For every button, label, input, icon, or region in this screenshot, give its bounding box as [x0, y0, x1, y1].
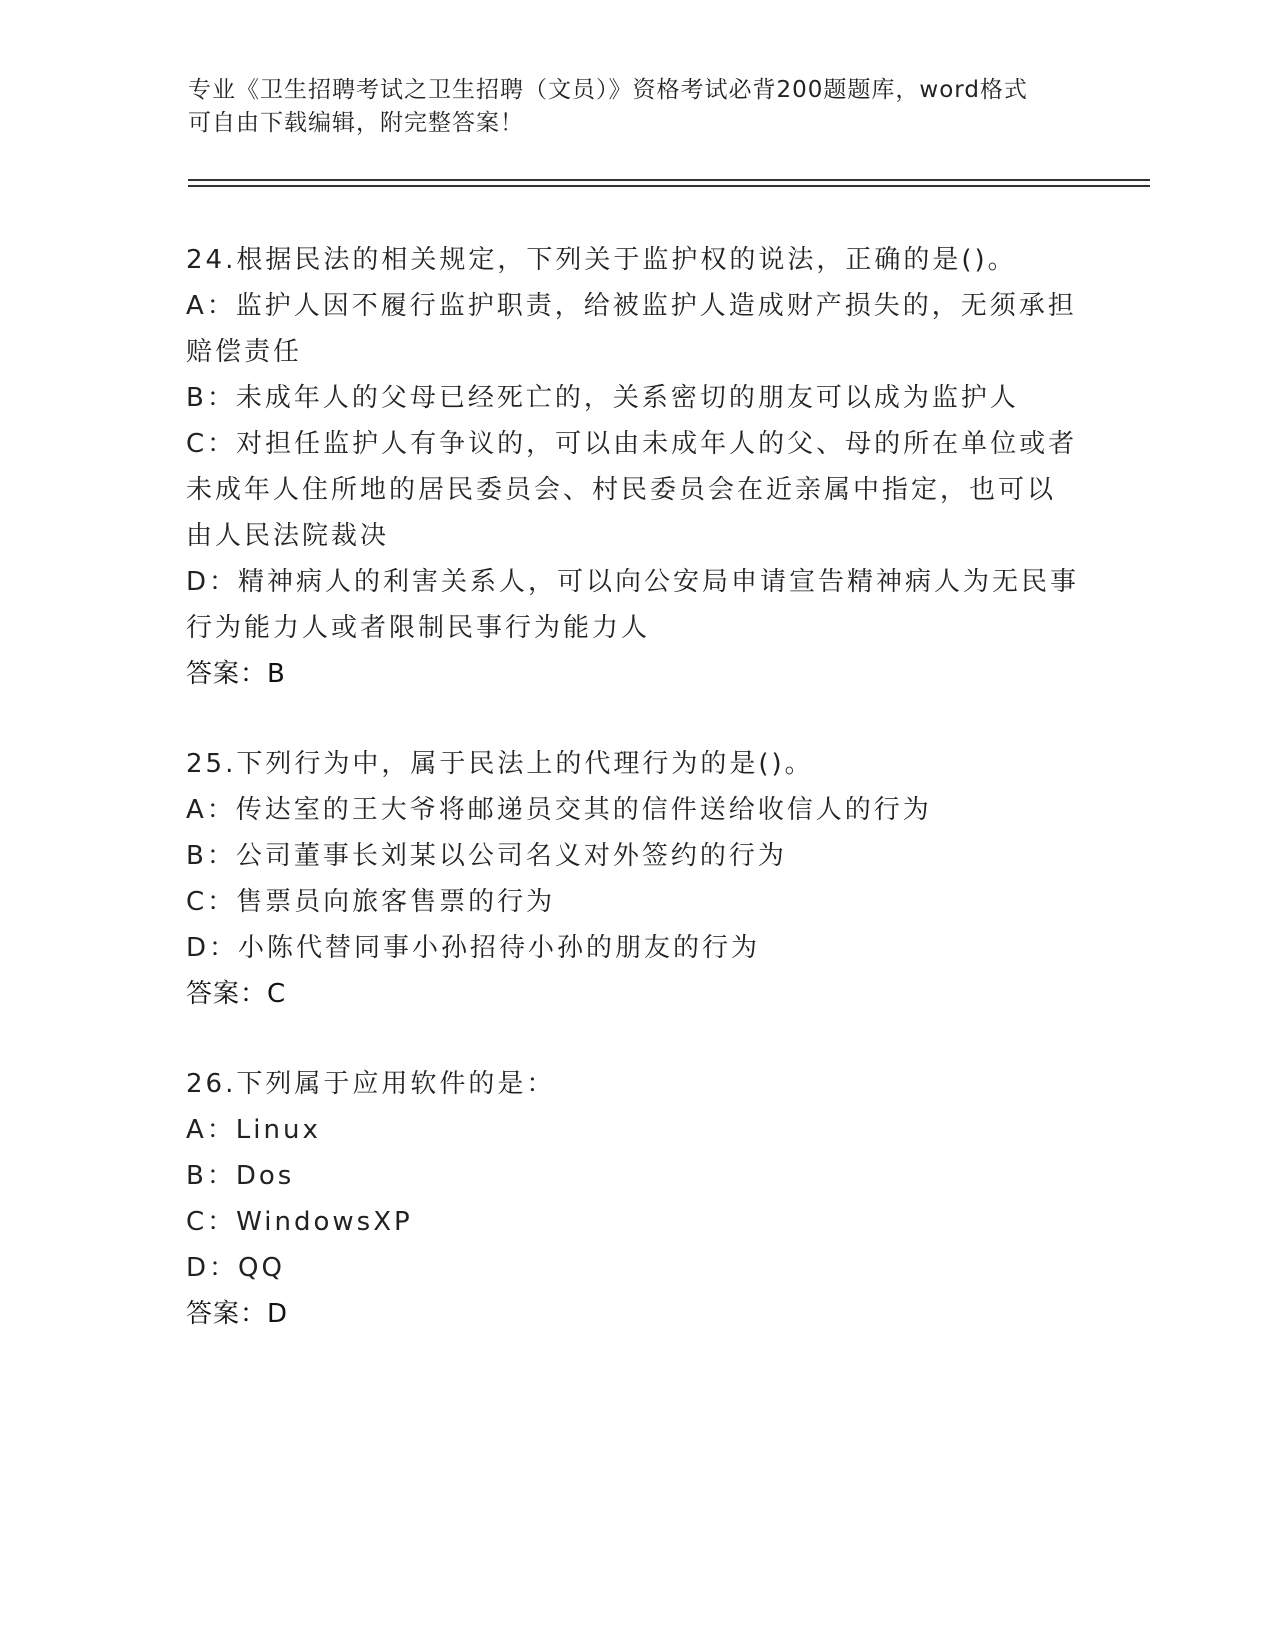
question-25	[186, 741, 1086, 1017]
option-c-line-1: C：对担任监护人有争议的，可以由未成年人的父、母的所在单位或者	[186, 429, 1078, 459]
answer-label: 答案：D	[186, 1299, 289, 1329]
answer-label: 答案：B	[186, 659, 286, 689]
option-a: A：传达室的王大爷将邮递员交其的信件送给收信人的行为	[186, 795, 932, 825]
question-24	[186, 237, 1086, 697]
document-header	[188, 74, 1068, 140]
option-a-line-2: 赔偿责任	[186, 337, 303, 367]
option-c-line-3: 由人民法院裁决	[186, 521, 390, 551]
question-26	[186, 1061, 1086, 1337]
option-d: D：QQ	[186, 1253, 285, 1283]
option-a-line-1: A：监护人因不履行监护职责，给被监护人造成财产损失的，无须承担	[186, 291, 1077, 321]
question-stem: 24.根据民法的相关规定，下列关于监护权的说法，正确的是()。	[186, 245, 1017, 275]
option-d-line-2: 行为能力人或者限制民事行为能力人	[186, 613, 651, 643]
option-b: B：未成年人的父母已经死亡的，关系密切的朋友可以成为监护人	[186, 383, 1019, 413]
question-stem: 25.下列行为中，属于民法上的代理行为的是()。	[186, 749, 814, 779]
header-divider-bottom	[188, 185, 1150, 187]
header-divider-top	[188, 179, 1150, 181]
header-line-1: 专业《卫生招聘考试之卫生招聘（文员）》资格考试必背200题题库，word格式	[188, 77, 1028, 103]
option-d: D：小陈代替同事小孙招待小孙的朋友的行为	[186, 933, 761, 963]
option-c-line-2: 未成年人住所地的居民委员会、村民委员会在近亲属中指定，也可以	[186, 475, 1057, 505]
question-stem: 26.下列属于应用软件的是：	[186, 1069, 556, 1099]
question-list	[186, 237, 1086, 1381]
option-a: A：Linux	[186, 1115, 321, 1145]
option-c: C：售票员向旅客售票的行为	[186, 887, 556, 917]
option-b: B：Dos	[186, 1161, 295, 1191]
option-c: C：WindowsXP	[186, 1207, 413, 1237]
header-line-2: 可自由下载编辑，附完整答案！	[188, 110, 524, 136]
answer-label: 答案：C	[186, 979, 287, 1009]
option-b: B：公司董事长刘某以公司名义对外签约的行为	[186, 841, 787, 871]
option-d-line-1: D：精神病人的利害关系人，可以向公安局申请宣告精神病人为无民事	[186, 567, 1080, 597]
